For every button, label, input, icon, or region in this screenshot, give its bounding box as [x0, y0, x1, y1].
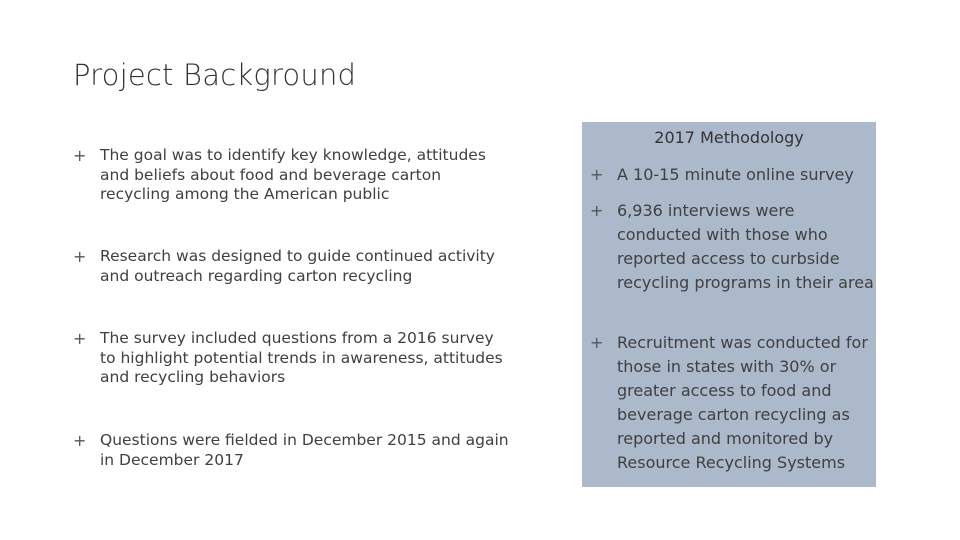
bullet-text: 6,936 interviews were conducted with those who reported access to curbside recycling programs in their area — [617, 201, 874, 292]
list-item — [73, 329, 513, 388]
plus-bullet-icon: + — [590, 201, 604, 220]
list-item — [73, 146, 513, 205]
plus-bullet-icon: + — [590, 333, 604, 352]
list-item — [73, 431, 513, 470]
slide-title: Project Background — [73, 58, 357, 92]
bullet-text: The goal was to identify key knowledge, attitudes and beliefs about food and beverage carton recycling among the American public — [100, 146, 486, 203]
plus-bullet-icon: + — [73, 329, 87, 348]
bullet-text: The survey included questions from a 2016 survey to highlight potential trends in awareness, attitudes and recycling behaviors — [100, 329, 503, 386]
bullet-text: Research was designed to guide continued activity and outreach regarding carton recycling — [100, 247, 495, 285]
list-item — [590, 331, 874, 475]
list-item — [590, 199, 874, 295]
list-item — [73, 247, 513, 286]
plus-bullet-icon: + — [73, 247, 87, 266]
bullet-text: Questions were fielded in December 2015 and again in December 2017 — [100, 431, 509, 469]
bullet-text: Recruitment was conducted for those in states with 30% or greater access to food and beverage carton recycling as reported and monitored by Resource Recycling Systems — [617, 333, 868, 472]
methodology-panel — [582, 122, 876, 487]
plus-bullet-icon: + — [73, 146, 87, 165]
bullet-text: A 10-15 minute online survey — [617, 165, 854, 184]
plus-bullet-icon: + — [590, 165, 604, 184]
list-item — [590, 163, 874, 187]
plus-bullet-icon: + — [73, 431, 87, 450]
methodology-title: 2017 Methodology — [654, 128, 804, 147]
